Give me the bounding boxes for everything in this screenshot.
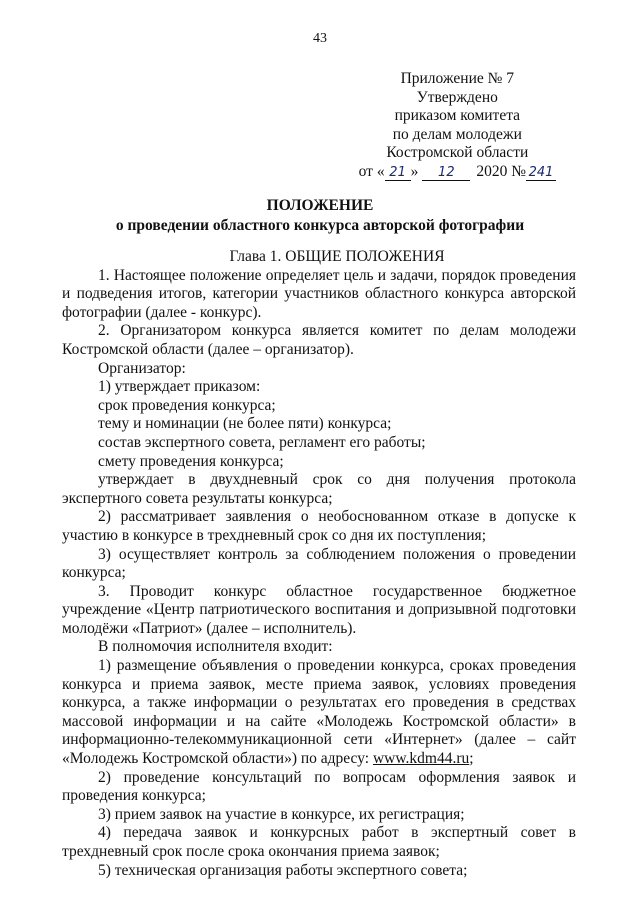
executor-item-1-end: ; (469, 750, 474, 768)
document-body (62, 248, 576, 880)
approval-order-line: приказом комитета (394, 107, 521, 125)
handwritten-day: 21 (385, 166, 411, 181)
organizer-subitem-theme: тему и номинации (не более пяти) конкурса; (98, 415, 392, 433)
date-prefix: от « (358, 162, 385, 180)
organizer-item-2: 2) рассматривает заявления о необоснованном отказе в допуске к участию в конкурсе в трехдневный срок со дня их поступления; (62, 508, 576, 544)
organizer-subitem-council: состав экспертного совета, регламент его работы; (98, 433, 426, 451)
organizer-item-3: 3) осуществляет контроль за соблюдением положения о проведении конкурса; (62, 545, 576, 582)
executor-item-1-text: 1) размещение объявления о проведении конкурса, сроках проведения конкурса и приема заявок, месте приема заявок, условиях проведения конкурса, а также информации о результатах его проведения в средствах массовой информации и на сайте «Молодежь Костромской области» в информационно-телекоммуникационной сети «Интернет» (далее – сайт «Молодежь Костромской области») по адресу: (62, 657, 576, 768)
executor-item-4: 4) передача заявок и конкурсных работ в экспертный совет в трехдневный срок после срока окончания приема заявок; (62, 824, 576, 860)
organizer-item-1: 1) утверждает приказом: (98, 378, 261, 396)
document-title (0, 196, 640, 236)
organizer-subitem-term: срок проведения конкурса; (98, 396, 276, 414)
date-year-number: 2020 № (476, 162, 526, 180)
paragraph-2: 2. Организатором конкурса является комитет по делам молодежи Костромской области (далее – организатор). (62, 322, 576, 358)
approval-committee-line: по делам молодежи (392, 125, 522, 143)
site-link[interactable]: www.kdm44.ru (372, 750, 470, 768)
executor-heading: В полномочия исполнителя входит: (98, 638, 333, 656)
handwritten-order-number: 241 (526, 166, 556, 181)
approval-date-line (359, 163, 556, 182)
title-subtitle: о проведении областного конкурса авторской фотографии (115, 217, 525, 234)
approval-region-line: Костромской области (386, 144, 529, 162)
chapter-heading: Глава 1. ОБЩИЕ ПОЛОЖЕНИЯ (229, 248, 445, 265)
organizer-subitem-budget: смету проведения конкурса; (98, 452, 284, 470)
page-number: 43 (313, 31, 327, 46)
executor-item-2: 2) проведение консультаций по вопросам оформления заявок и проведения конкурса; (62, 768, 576, 805)
paragraph-3: 3. Проводит конкурс областное государственное бюджетное учреждение «Центр патриотического воспитания и допризывной подготовки молодёжи «Патриот» (далее – исполнитель). (62, 582, 576, 637)
title-main: ПОЛОЖЕНИЕ (266, 197, 374, 214)
appendix-number: Приложение № 7 (400, 70, 515, 87)
executor-item-1 (62, 657, 576, 769)
organizer-subitem-results: утверждает в двухдневный срок со дня получения протокола экспертного совета результаты конкурса; (62, 471, 576, 507)
handwritten-month: 12 (422, 166, 470, 181)
date-quote-close: » (410, 162, 419, 180)
paragraph-1: 1. Настоящее положение определяет цель и задачи, порядок проведения и подведения итогов, категории участников областного конкурса авторской фотографии (далее - конкурс). (62, 266, 576, 321)
executor-item-3: 3) прием заявок на участие в конкурсе, их регистрация; (98, 805, 465, 823)
approval-label: Утверждено (416, 88, 498, 106)
executor-item-5: 5) техническая организация работы экспертного совета; (98, 861, 468, 879)
organizer-heading: Организатор: (98, 359, 186, 377)
appendix-approval-block (359, 70, 556, 182)
